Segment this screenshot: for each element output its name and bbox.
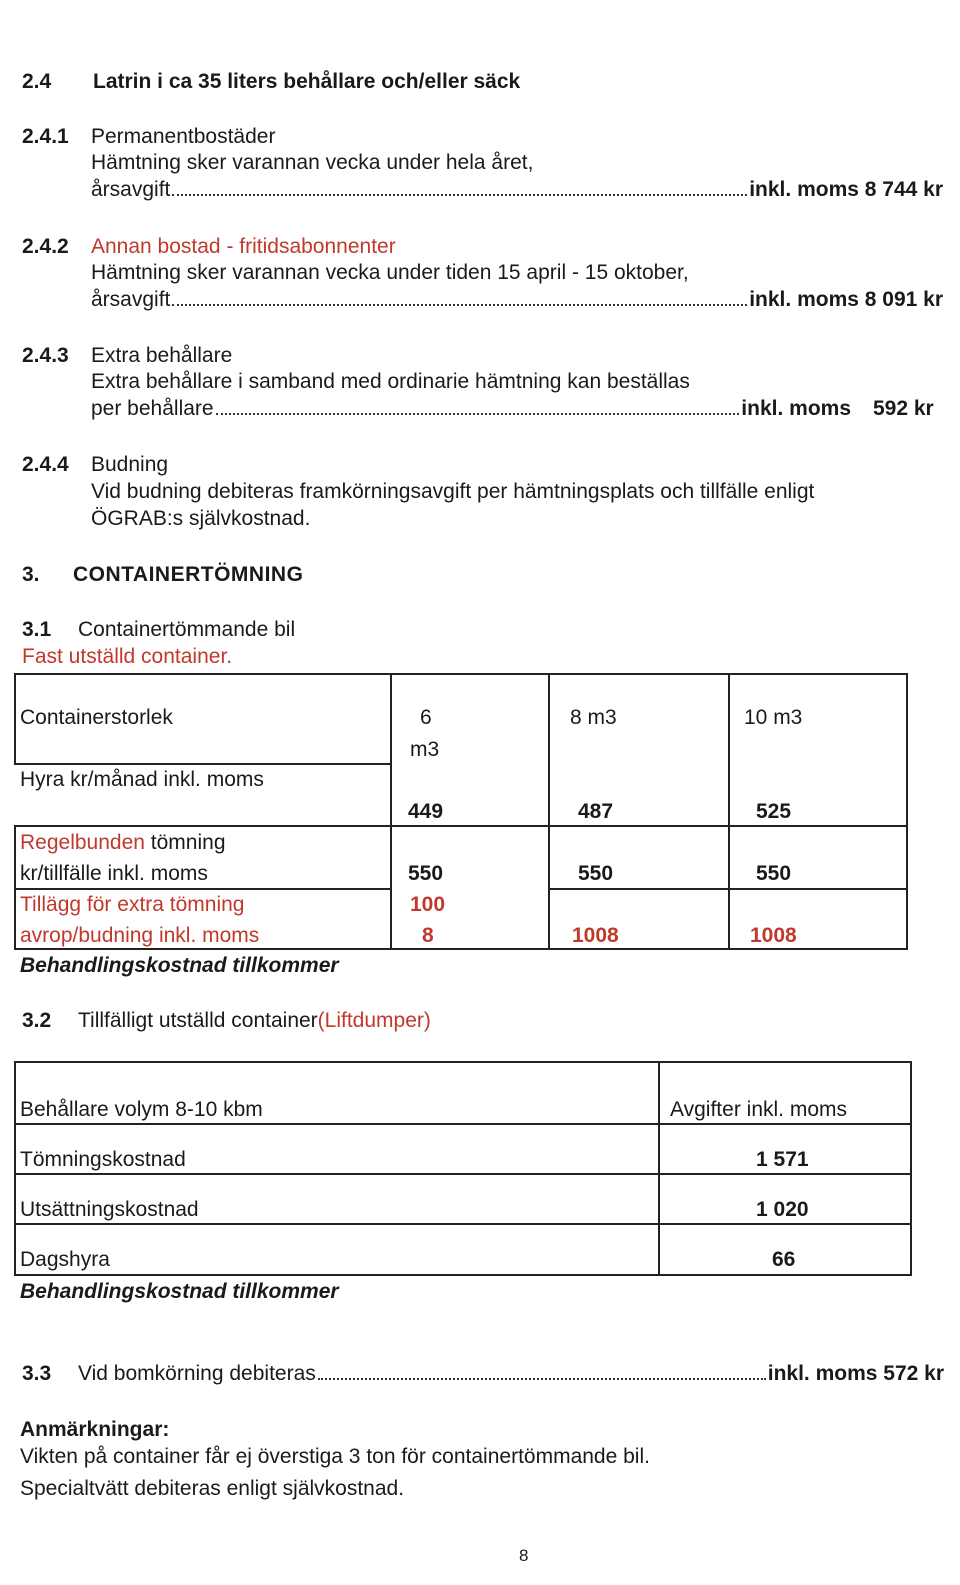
section-3-2-title xyxy=(78,1009,431,1033)
table-row-regular-10: 550 xyxy=(756,862,792,885)
table-row-line-3 xyxy=(14,888,392,890)
section-3-2-number: 3.2 xyxy=(22,1009,52,1032)
table-row-extra-label-2: avrop/budning inkl. moms xyxy=(20,924,260,947)
table-row-regular-8: 550 xyxy=(578,862,614,885)
section-2-4-2-fee-line xyxy=(91,288,943,312)
section-3-1-title: Containertömmande bil xyxy=(78,618,296,641)
table2-row-emptying-label: Tömningskostnad xyxy=(20,1148,186,1171)
section-2-4-4-text: Vid budning debiteras framkörningsavgift per hämtningsplats och tillfälle enligt xyxy=(91,480,815,503)
table-row-regular-6: 550 xyxy=(408,862,444,885)
section-2-4-3-fee-line xyxy=(91,397,851,421)
section-2-4-3-price: 592 kr xyxy=(873,397,934,420)
section-3-1-number: 3.1 xyxy=(22,618,52,641)
table2-row-line-3 xyxy=(14,1223,912,1225)
section-2-4-1-number: 2.4.1 xyxy=(22,125,69,148)
section-2-4-2-title: Annan bostad - fritidsabonnenter xyxy=(91,235,396,258)
section-3-1-subtitle: Fast utställd container. xyxy=(22,645,233,668)
section-2-4-1-title: Permanentbostäder xyxy=(91,125,276,148)
regular-label-red: Regelbunden xyxy=(20,831,145,854)
section-2-4-1-text: Hämtning sker varannan vecka under hela året, xyxy=(91,151,534,174)
section-3-2-title-text: Tillfälligt utställd container xyxy=(78,1009,318,1032)
table-header-size-6: 6 xyxy=(420,706,432,729)
table-border-bottom xyxy=(14,948,908,950)
table2-col-line xyxy=(658,1061,660,1276)
fee-lead: årsavgift xyxy=(91,178,171,201)
fee-lead: per behållare xyxy=(91,397,214,420)
table-col-line-1 xyxy=(390,673,392,950)
section-3-number: 3. xyxy=(22,563,40,586)
table2-row-line-1 xyxy=(14,1123,912,1125)
section-2-4-3-title: Extra behållare xyxy=(91,344,233,367)
table2-border-right xyxy=(910,1061,912,1276)
fee-price: inkl. moms 572 kr xyxy=(767,1362,944,1385)
dot-leader xyxy=(216,412,740,415)
section-2-4-4-title: Budning xyxy=(91,453,169,476)
table-col-line-3 xyxy=(728,673,730,950)
table2-row-emptying-value: 1 571 xyxy=(756,1148,809,1171)
section-2-4-4-number: 2.4.4 xyxy=(22,453,69,476)
fee-price: inkl. moms 8 091 kr xyxy=(749,288,943,311)
fee-price-label: inkl. moms xyxy=(741,397,851,420)
table-header-size-10: 10 m3 xyxy=(744,706,803,729)
section-3-1-note: Behandlingskostnad tillkommer xyxy=(20,954,339,977)
table2-row-dayrent-label: Dagshyra xyxy=(20,1248,110,1271)
section-2-4-2-text: Hämtning sker varannan vecka under tiden 15 april - 15 oktober, xyxy=(91,261,689,284)
table-border-left xyxy=(14,673,16,763)
table-border-top xyxy=(14,673,908,675)
table-row-rent-8: 487 xyxy=(578,800,614,823)
regular-label-rest: tömning xyxy=(144,831,226,854)
section-2-4-number: 2.4 xyxy=(22,70,52,93)
table-row-line-3b xyxy=(548,888,908,890)
table-row-extra-10: 1008 xyxy=(750,924,797,947)
table-row-line-1 xyxy=(14,763,392,765)
table2-header-label: Behållare volym 8-10 kbm xyxy=(20,1098,263,1121)
page-number: 8 xyxy=(519,1546,529,1565)
table-row-rent-10: 525 xyxy=(756,800,792,823)
dot-leader xyxy=(172,303,747,306)
section-2-4-3-number: 2.4.3 xyxy=(22,344,69,367)
table-col-line-2 xyxy=(548,673,550,950)
remarks-title: Anmärkningar: xyxy=(20,1418,170,1441)
table-header-size-6-unit: m3 xyxy=(410,738,440,761)
section-3-3-number: 3.3 xyxy=(22,1362,52,1385)
table2-border-left xyxy=(14,1061,16,1276)
section-3-2-title-red: (Liftdumper) xyxy=(317,1009,431,1032)
section-3-2-note: Behandlingskostnad tillkommer xyxy=(20,1280,339,1303)
table-border-right xyxy=(906,673,908,950)
fee-price: inkl. moms 8 744 kr xyxy=(749,178,943,201)
table2-header-value: Avgifter inkl. moms xyxy=(670,1098,847,1121)
table-row-extra-6a: 100 xyxy=(410,893,446,916)
table2-row-line-2 xyxy=(14,1173,912,1175)
section-3-title: CONTAINERTÖMNING xyxy=(73,563,304,586)
table2-border-top xyxy=(14,1061,912,1063)
table-row-extra-label: Tillägg för extra tömning xyxy=(20,893,245,916)
table-row-line-2 xyxy=(14,825,908,827)
table-row-rent-label: Hyra kr/månad inkl. moms xyxy=(20,768,264,791)
table-row-extra-6b: 8 xyxy=(422,924,434,947)
table-header-size-8: 8 m3 xyxy=(570,706,617,729)
table-row-extra-8: 1008 xyxy=(572,924,619,947)
table-row-regular-label xyxy=(20,831,226,855)
section-2-4-title: Latrin i ca 35 liters behållare och/eller säck xyxy=(93,70,521,93)
fee-lead: Vid bomkörning debiteras xyxy=(78,1362,316,1385)
section-2-4-3-text: Extra behållare i samband med ordinarie hämtning kan beställas xyxy=(91,370,690,393)
section-2-4-2-number: 2.4.2 xyxy=(22,235,69,258)
remarks-line-2: Specialtvätt debiteras enligt självkostnad. xyxy=(20,1477,405,1500)
table2-row-placement-value: 1 020 xyxy=(756,1198,809,1221)
table2-row-placement-label: Utsättningskostnad xyxy=(20,1198,199,1221)
section-3-3-fee-line xyxy=(78,1362,944,1386)
fee-lead: årsavgift xyxy=(91,288,171,311)
section-2-4-1-fee-line xyxy=(91,178,943,202)
section-2-4-4-text-2: ÖGRAB:s självkostnad. xyxy=(91,507,311,530)
table-row-rent-6: 449 xyxy=(408,800,444,823)
table2-row-dayrent-value: 66 xyxy=(772,1248,796,1271)
table-row-regular-label-2: kr/tillfälle inkl. moms xyxy=(20,862,208,885)
remarks-line-1: Vikten på container får ej överstiga 3 ton för containertömmande bil. xyxy=(20,1445,650,1468)
dot-leader xyxy=(172,193,747,196)
table2-border-bottom xyxy=(14,1274,912,1276)
table-header-label: Containerstorlek xyxy=(20,706,173,729)
dot-leader xyxy=(318,1377,766,1380)
